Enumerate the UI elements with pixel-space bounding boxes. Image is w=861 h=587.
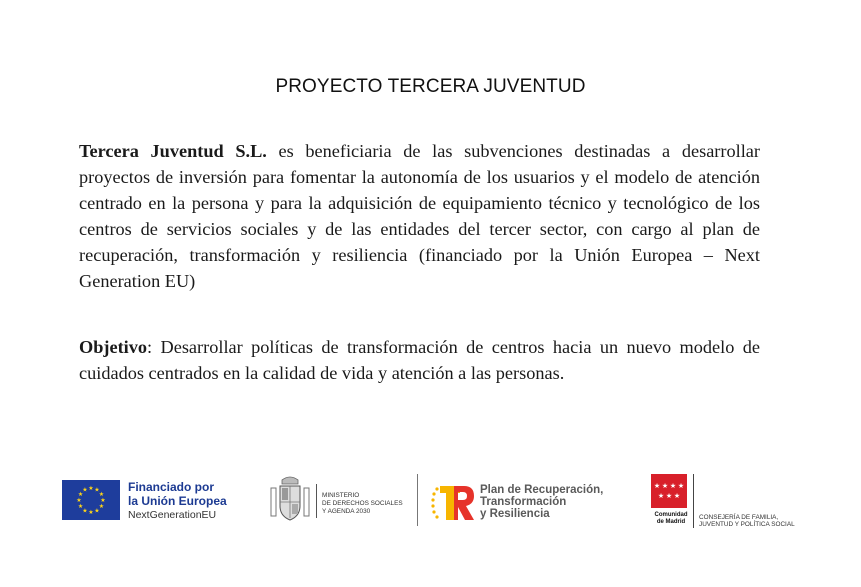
objective-paragraph xyxy=(79,334,760,386)
ministerio-line-2: DE DERECHOS SOCIALES xyxy=(322,500,403,507)
eu-stars-icon xyxy=(62,480,120,520)
eu-line-3: NextGenerationEU xyxy=(128,509,217,521)
svg-text:★: ★ xyxy=(98,503,105,510)
ministerio-line-1: MINISTERIO xyxy=(322,492,360,499)
consejeria-line-1: CONSEJERÍA DE FAMILIA, xyxy=(699,514,779,521)
eu-line-2: la Unión Europea xyxy=(128,494,227,508)
objective-text: : Desarrollar políticas de transformación de centros hacia un nuevo modelo de cuidados centrados en la calidad de vida y atención a las personas. xyxy=(79,337,760,383)
comunidad-name xyxy=(651,512,691,526)
ministerio-line-3: Y AGENDA 2030 xyxy=(322,508,371,515)
svg-text:★: ★ xyxy=(665,492,673,500)
company-name: Tercera Juventud S.L. xyxy=(79,141,267,161)
page-title: PROYECTO TERCERA JUVENTUD xyxy=(275,76,586,97)
svg-text:★: ★ xyxy=(94,486,100,494)
svg-text:★: ★ xyxy=(677,482,685,490)
funding-logos xyxy=(0,470,861,530)
svg-text:★: ★ xyxy=(77,491,84,498)
intro-text: es beneficiaria de las subvenciones destinadas a desarrollar proyectos de inversión para fomentar la autonomía de los usuarios y el modelo de atención centrado en la persona y para la adquisición de equipamiento técnico y tecnológico de los centros de servicios sociales y de las entidades del tercer sector, con cargo al plan de recuperación, transformación y resiliencia (financiado por la Unión Europea – Next Generation EU) xyxy=(79,141,760,291)
plan-text xyxy=(480,484,603,520)
consejeria-line-2: JUVENTUD Y POLÍTICA SOCIAL xyxy=(699,521,795,528)
svg-text:★: ★ xyxy=(94,507,100,515)
comunidad-line-1: Comunidad xyxy=(654,512,688,518)
svg-text:★: ★ xyxy=(100,497,106,504)
ministerio-text xyxy=(322,492,403,516)
svg-text:★: ★ xyxy=(653,482,661,490)
svg-text:★: ★ xyxy=(669,482,677,490)
comunidad-line-2: de Madrid xyxy=(656,519,686,525)
plan-line-3: y Resiliencia xyxy=(480,508,550,520)
plan-line-1: Plan de Recuperación, xyxy=(480,484,604,496)
ministerio-separator xyxy=(316,484,317,518)
madrid-flag-icon xyxy=(651,474,687,508)
svg-text:★: ★ xyxy=(98,491,105,498)
svg-text:★: ★ xyxy=(82,507,88,515)
objective-label: Objetivo xyxy=(79,337,148,357)
comunidad-separator xyxy=(693,474,694,528)
logo-divider xyxy=(417,474,418,526)
svg-text:★: ★ xyxy=(76,497,82,504)
svg-text:★: ★ xyxy=(88,509,94,516)
intro-paragraph xyxy=(79,138,760,294)
svg-text:★: ★ xyxy=(673,492,681,500)
eu-funding-text xyxy=(128,480,268,522)
svg-text:★: ★ xyxy=(88,485,94,492)
consejeria-text xyxy=(699,514,795,528)
svg-text:★: ★ xyxy=(77,503,84,510)
madrid-stars-icon xyxy=(651,474,687,508)
eu-line-1: Financiado por xyxy=(128,480,215,494)
spain-coat-of-arms-icon xyxy=(268,474,312,524)
plan-line-2: Transformación xyxy=(480,496,567,508)
svg-text:★: ★ xyxy=(661,482,669,490)
svg-text:★: ★ xyxy=(657,492,665,500)
plan-tr-icon xyxy=(430,480,476,524)
eu-flag-icon xyxy=(62,480,120,520)
svg-text:★: ★ xyxy=(82,486,88,494)
